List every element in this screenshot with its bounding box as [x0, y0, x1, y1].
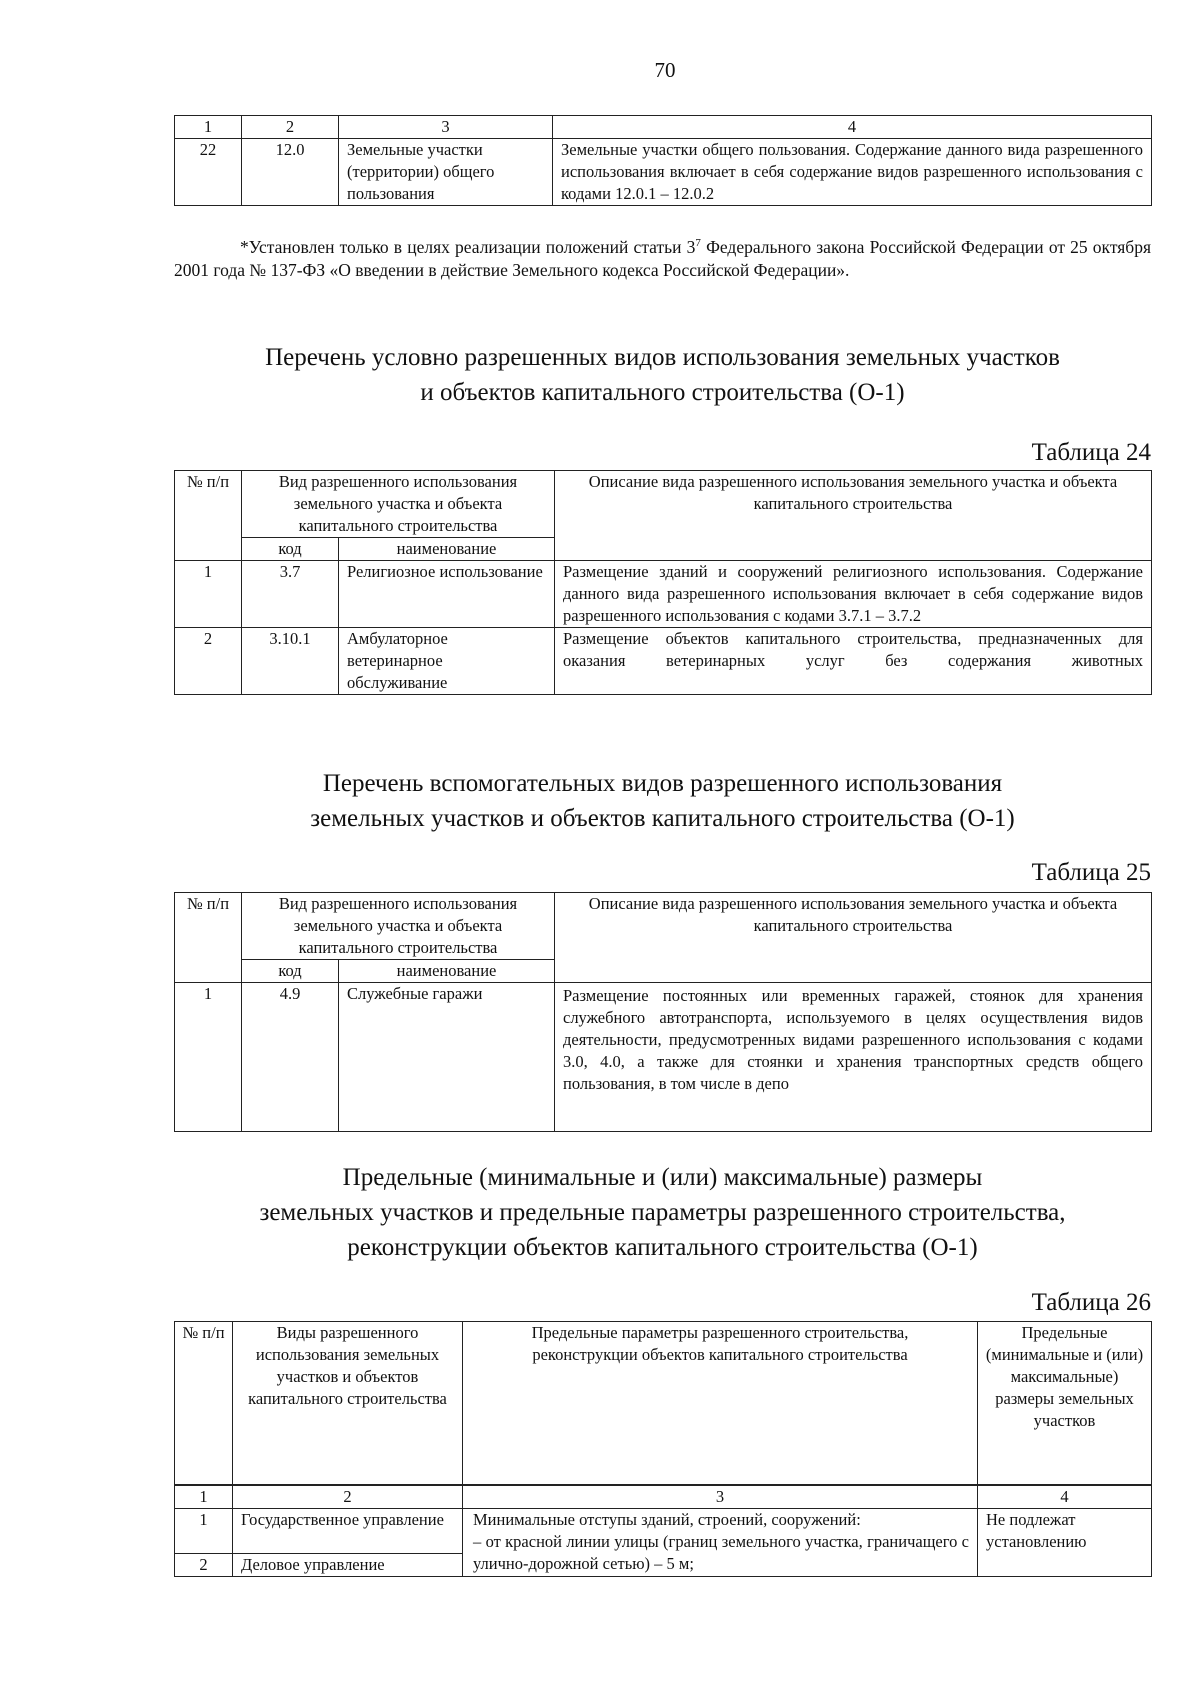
- col-number-3: 3: [339, 116, 553, 139]
- header-sizes: Предельные (минимальные и (или) максимальные) размеры земельных участков: [978, 1322, 1152, 1486]
- col-number-2: 2: [233, 1485, 463, 1509]
- table-24-label: Таблица 24: [1031, 439, 1151, 466]
- row-kind: Деловое управление: [233, 1554, 463, 1577]
- header-kinds: Виды разрешенного использования земельных участков и объектов капитального строительства: [233, 1322, 463, 1486]
- header-name: наименование: [339, 538, 555, 561]
- table-25-label: Таблица 25: [1031, 859, 1151, 886]
- row-number: 2: [175, 628, 242, 695]
- header-name: наименование: [339, 960, 555, 983]
- section-25-title-line-2: земельных участков и объектов капитального строительства (О-1): [310, 805, 1015, 832]
- row-code: 4.9: [242, 983, 339, 1132]
- params-cell: [463, 1509, 978, 1577]
- footnote: [174, 236, 1151, 282]
- section-26-title: [174, 1160, 1151, 1265]
- row-description: Земельные участки общего пользования. Содержание данного вида разрешенного использования включает в себя содержание видов разрешенного использования с кодами 12.0.1 – 12.0.2: [553, 139, 1152, 206]
- table-24: [174, 470, 1152, 695]
- footnote-superscript: 7: [695, 237, 701, 250]
- row-number: 22: [175, 139, 242, 206]
- col-number-2: 2: [242, 116, 339, 139]
- section-25-title-line-1: Перечень вспомогательных видов разрешенного использования: [322, 770, 1003, 797]
- section-26-title-line-1: Предельные (минимальные и (или) максимальные) размеры: [342, 1164, 983, 1191]
- row-code: 3.10.1: [242, 628, 339, 695]
- row-description: Размещение объектов капитального строительства, предназначенных для оказания ветеринарных услуг без содержания животных: [555, 628, 1152, 695]
- header-num: № п/п: [175, 1322, 233, 1486]
- header-description: Описание вида разрешенного использования земельного участка и объекта капитального строительства: [555, 893, 1152, 983]
- table-row: [175, 139, 1152, 206]
- section-25-title: [174, 766, 1151, 836]
- footnote-text-1: *Установлен только в целях реализации положений статьи 3: [240, 237, 696, 257]
- row-kind: Государственное управление: [233, 1509, 463, 1554]
- section-24-title-line-2: и объектов капитального строительства (О-1): [420, 379, 905, 406]
- col-number-3: 3: [463, 1485, 978, 1509]
- section-24-title: [174, 340, 1151, 410]
- section-26-title-line-2: земельных участков и предельные параметры разрешенного строительства,: [259, 1199, 1066, 1226]
- header-kind: Вид разрешенного использования земельного участка и объекта капитального строительства: [242, 471, 555, 538]
- table-26-label: Таблица 26: [1031, 1289, 1151, 1316]
- row-code: 3.7: [242, 561, 339, 628]
- col-number-4: 4: [978, 1485, 1152, 1509]
- row-number: 1: [175, 983, 242, 1132]
- row-number: 2: [175, 1554, 233, 1577]
- header-code: код: [242, 538, 339, 561]
- header-description: Описание вида разрешенного использования земельного участка и объекта капитального строительства: [555, 471, 1152, 561]
- col-number-1: 1: [175, 1485, 233, 1509]
- header-num: № п/п: [175, 471, 242, 561]
- row-code: 12.0: [242, 139, 339, 206]
- params-text-2: – от красной линии улицы (границ земельного участка, граничащего с улично-дорожной сетью) – 5 м;: [473, 1532, 969, 1573]
- row-name: Служебные гаражи: [339, 983, 555, 1132]
- header-code: код: [242, 960, 339, 983]
- col-number-1: 1: [175, 116, 242, 139]
- col-number-4: 4: [553, 116, 1152, 139]
- table-continuation: [174, 115, 1152, 206]
- row-name: Земельные участки (территории) общего пользования: [339, 139, 553, 206]
- row-number: 1: [175, 1509, 233, 1554]
- table-26: [174, 1321, 1152, 1577]
- section-24-title-line-1: Перечень условно разрешенных видов использования земельных участков: [265, 344, 1060, 371]
- header-kind: Вид разрешенного использования земельного участка и объекта капитального строительства: [242, 893, 555, 960]
- row-name: Религиозное использование: [339, 561, 555, 628]
- row-description: Размещение постоянных или временных гаражей, стоянок для хранения служебного автотранспорта, используемого в целях осуществления видов деятельности, предусмотренных видами разрешенного использования с кодами 3.0, 4.0, а также для стоянки и хранения транспортных средств общего пользования, в том числе в депо: [555, 983, 1152, 1132]
- row-description: Размещение зданий и сооружений религиозного использования. Содержание данного вида разрешенного использования включает в себя содержание видов разрешенного использования с кодами 3.7.1 – 3.7.2: [555, 561, 1152, 628]
- header-num: № п/п: [175, 893, 242, 983]
- section-26-title-line-3: реконструкции объектов капитального строительства (О-1): [347, 1234, 978, 1261]
- table-row: [175, 561, 1152, 628]
- table-row: [175, 983, 1152, 1132]
- table-row: [175, 628, 1152, 695]
- header-params: Предельные параметры разрешенного строительства, реконструкции объектов капитального строительства: [463, 1322, 978, 1486]
- row-number: 1: [175, 561, 242, 628]
- table-row: [175, 1509, 1152, 1554]
- footnote-text-2: Федерального закона Российской Федерации от 25 октября 2001 года № 137-ФЗ «О введении в действие Земельного кодекса Российской Федерации».: [174, 237, 1151, 280]
- row-name: Амбулаторное ветеринарное обслуживание: [339, 628, 555, 695]
- page-number: 70: [654, 58, 676, 82]
- sizes-cell: Не подлежат установлению: [978, 1509, 1152, 1577]
- params-text-1: Минимальные отступы зданий, строений, сооружений:: [473, 1510, 861, 1529]
- table-25: [174, 892, 1152, 1132]
